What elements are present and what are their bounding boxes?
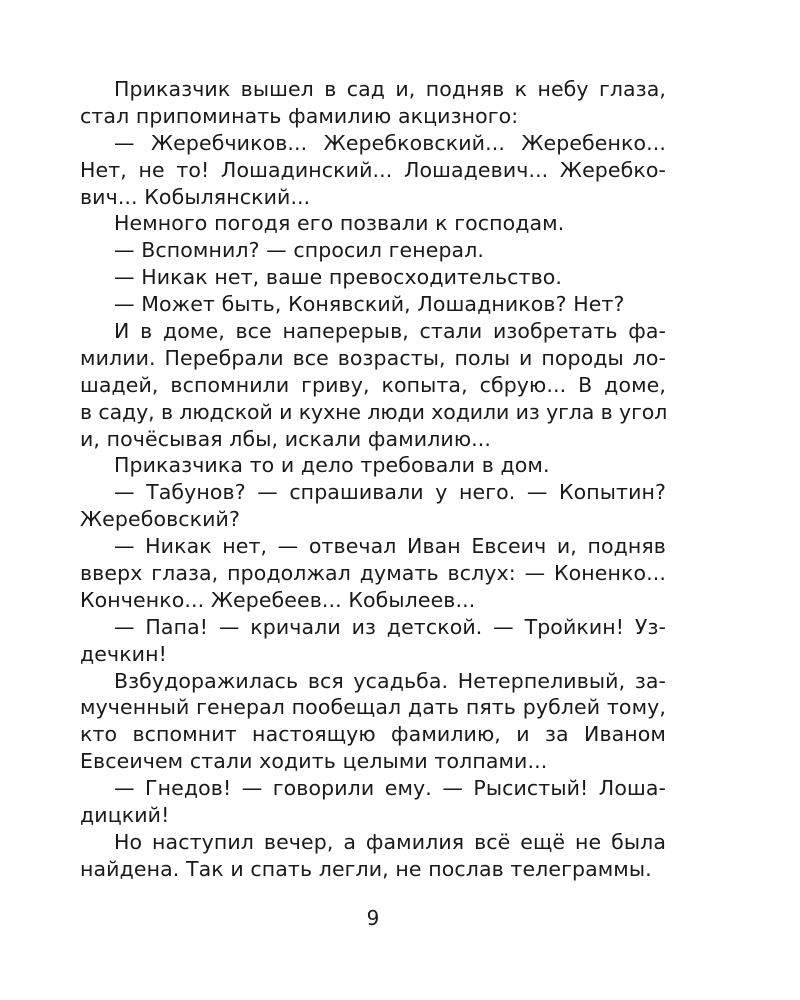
text-line: — Вспомнил? — спросил генерал.	[114, 238, 485, 263]
text-line: дицкий!	[80, 803, 170, 828]
text-line: и, почёсывая лбы, искали фамилию...	[80, 426, 492, 451]
text-line: дечкин!	[80, 641, 167, 666]
text-line: — Никак нет, — отвечал Иван Евсеич и, подняв	[114, 534, 666, 559]
text-line: вверх глаза, продолжал думать вслух: — Коненко...	[80, 561, 666, 586]
text-line: И в доме, все наперерыв, стали изобретать фа-	[114, 319, 666, 344]
body-text	[80, 76, 666, 883]
text-line: мученный генерал пообещал дать пять рублей тому,	[80, 695, 666, 720]
text-line: шадей, вспомнили гриву, копыта, сбрую... В доме,	[80, 372, 666, 397]
text-line: стал припоминать фамилию акцизного:	[80, 103, 519, 128]
text-line: милии. Перебрали все возрасты, полы и породы ло-	[80, 345, 666, 370]
text-line: найдена. Так и спать легли, не послав телеграммы.	[80, 856, 652, 881]
text-line: Приказчик вышел в сад и, подняв к небу глаза,	[114, 77, 666, 101]
text-line: — Никак нет, ваше превосходительство.	[114, 265, 563, 290]
text-line: — Папа! — кричали из детской. — Тройкин! Уз-	[114, 614, 666, 639]
text-line: Приказчика то и дело требовали в дом.	[114, 453, 550, 478]
text-line: — Табунов? — спрашивали у него. — Копытин?	[114, 480, 666, 505]
text-line: — Гнедов! — говорили ему. — Рысистый! Лоша-	[114, 776, 666, 801]
text-line: Взбудоражилась вся усадьба. Нетерпеливый, за-	[114, 668, 666, 693]
text-line: — Жеребчиков... Жеребковский... Жеребенко...	[114, 130, 666, 155]
text-line: Но наступил вечер, а фамилия всё ещё не была	[114, 829, 666, 854]
text-line: вич... Кобылянский...	[80, 184, 311, 209]
text-line: в саду, в людской и кухне люди ходили из угла в угол	[80, 399, 668, 424]
text-line: — Может быть, Конявский, Лошадников? Нет?	[114, 292, 625, 317]
text-line: Конченко... Жеребеев... Кобылеев...	[80, 587, 476, 612]
text-line: Нет, не то! Лошадинский... Лошадевич... Жеребко-	[80, 157, 666, 182]
text-line: Евсеичем стали ходить целыми толпами...	[80, 749, 548, 774]
text-line: Немного погодя его позвали к господам.	[114, 211, 565, 236]
text-line: кто вспомнит настоящую фамилию, и за Иваном	[80, 722, 666, 747]
page-number: 9	[366, 906, 380, 930]
text-line: Жеребовский?	[80, 507, 240, 532]
